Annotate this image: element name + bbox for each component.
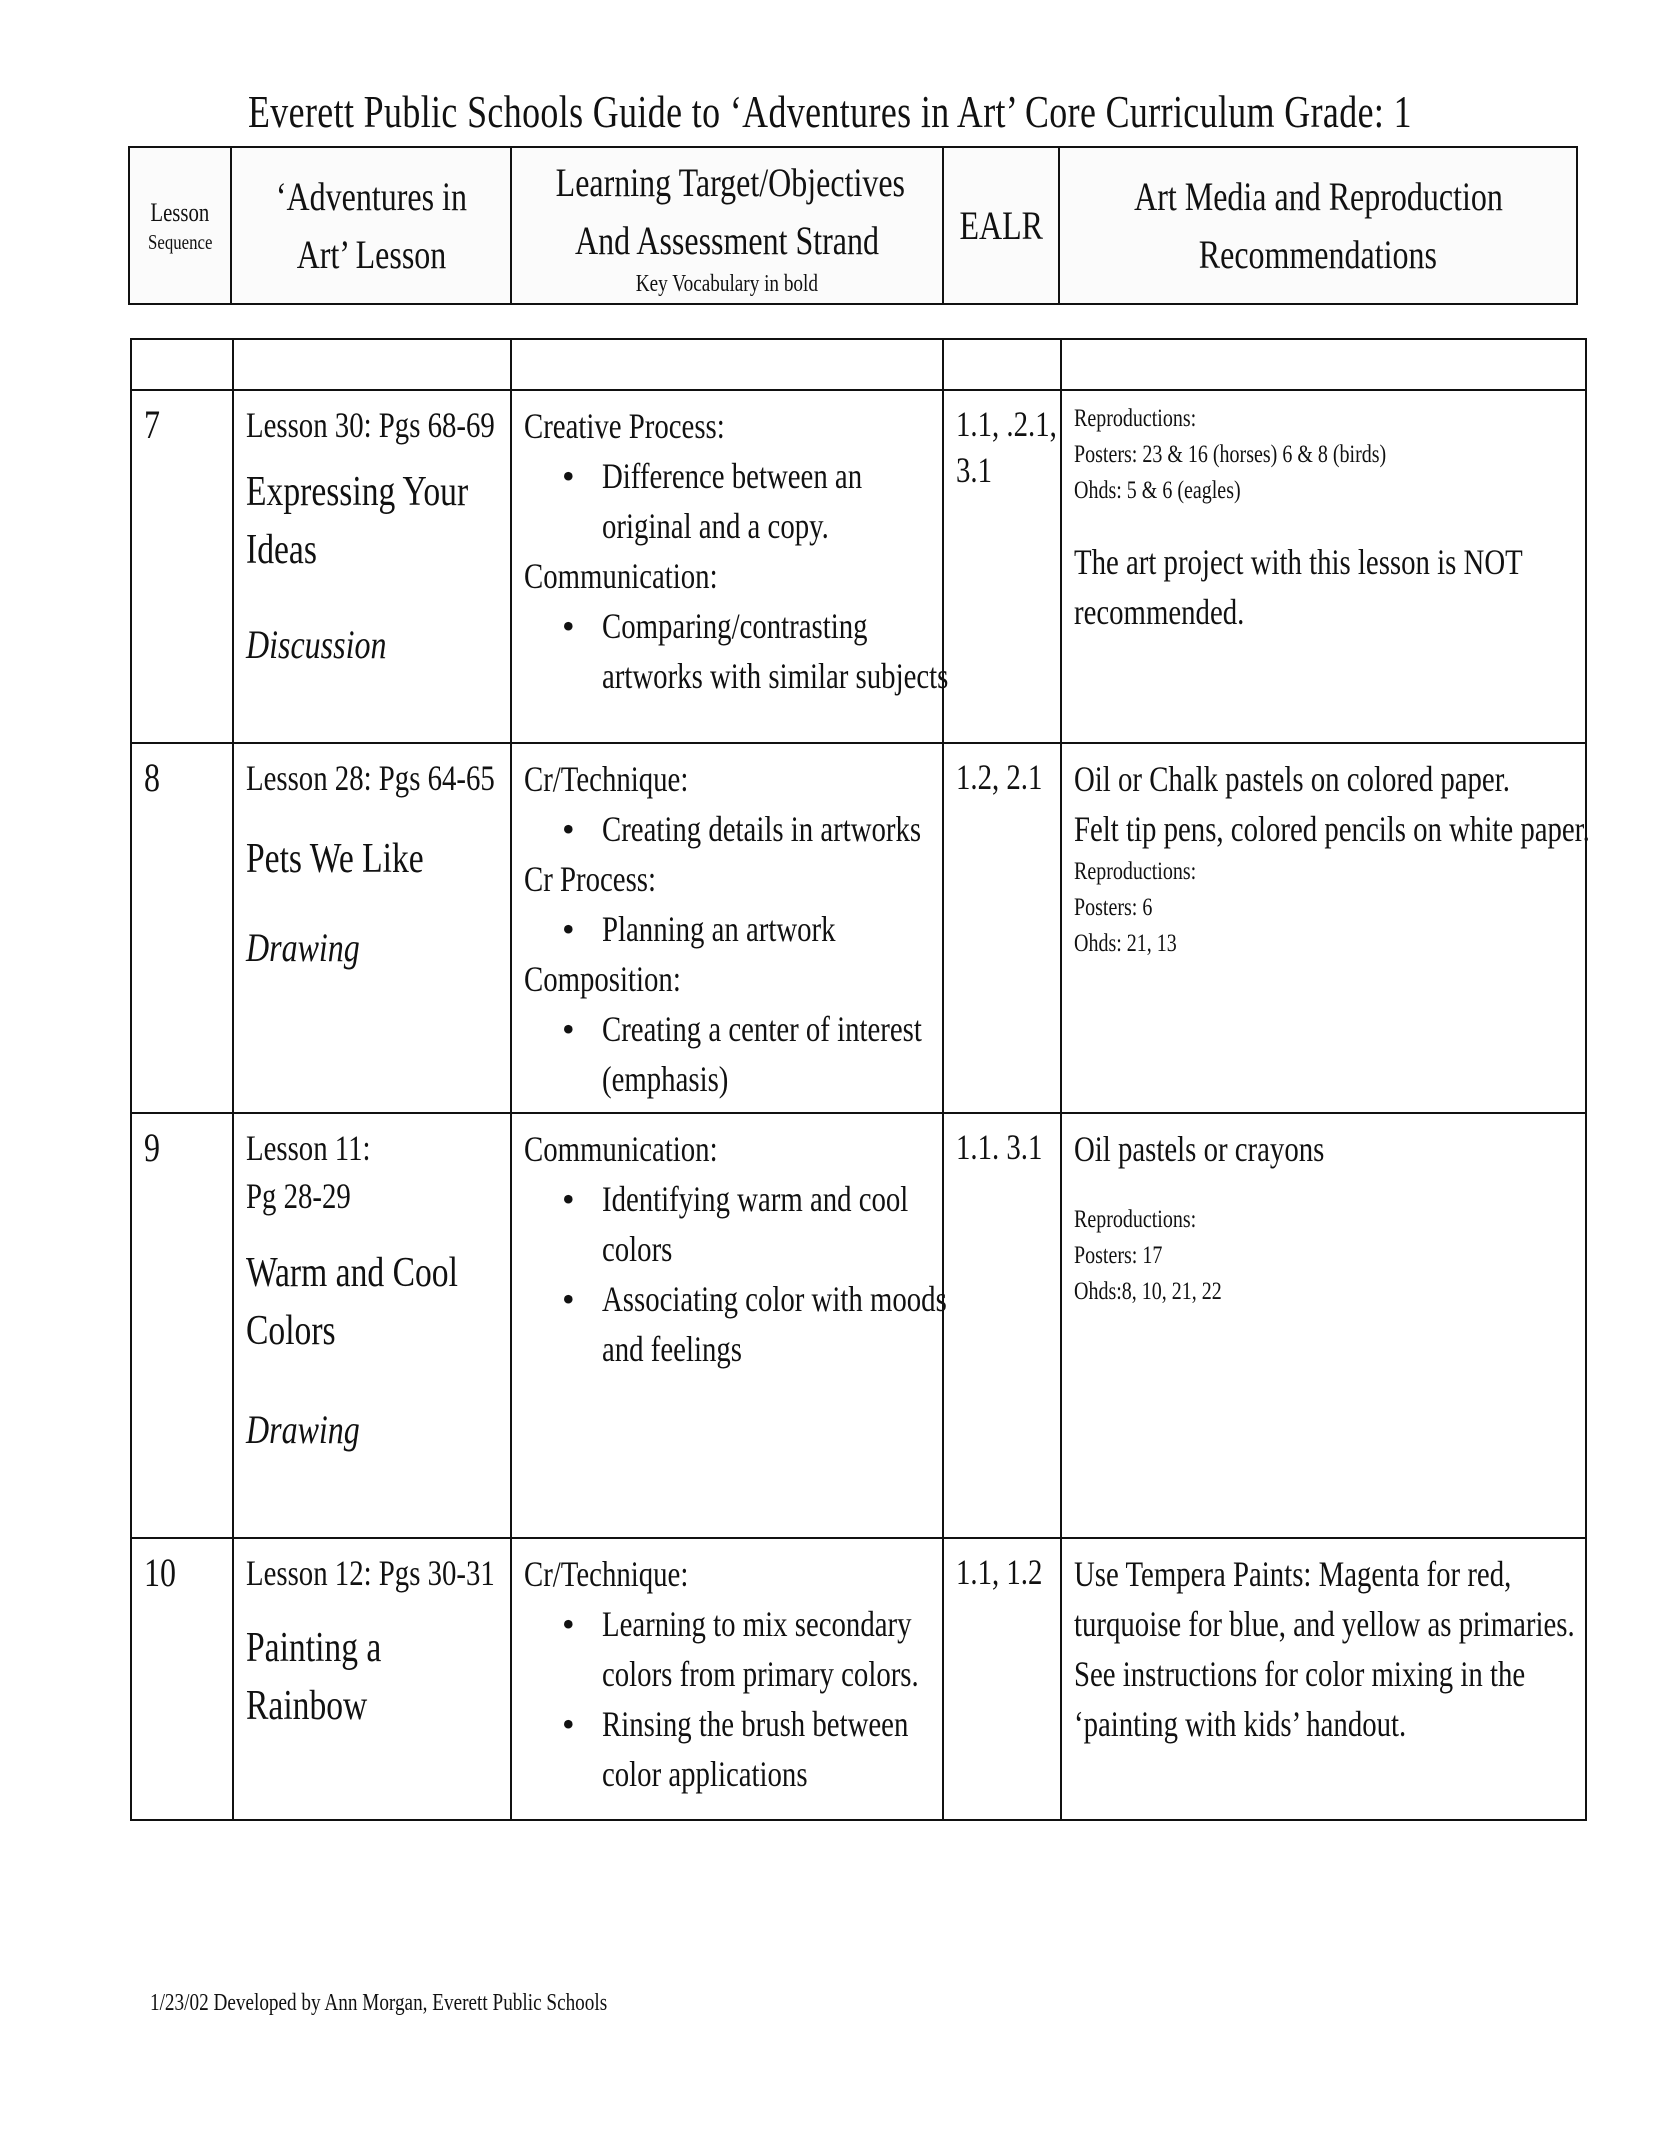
posters-text: Posters: 23 & 16 (horses) 6 & 8 (birds) xyxy=(1074,441,1387,468)
ealr-value: 1.2, 2.1 xyxy=(956,757,1043,797)
page-title: Everett Public Schools Guide to ‘Adventures in Art’ Core Curriculum Grade: 1 xyxy=(248,86,1412,137)
header-lesson xyxy=(231,147,511,304)
sequence-cell xyxy=(131,1538,233,1820)
lesson-ref: Lesson 30: Pgs 68-69 xyxy=(246,405,495,445)
blank-cell xyxy=(233,339,511,390)
strand-label: Creative Process: xyxy=(524,406,725,446)
ohds-text: Ohds: 21, 13 xyxy=(1074,930,1177,957)
bullet-text: Creating a center of interest xyxy=(602,1009,922,1049)
lesson-cell xyxy=(233,1113,511,1538)
bullet-item: • Creating details in artworks xyxy=(524,804,932,854)
ohds-text: Ohds: 5 & 6 (eagles) xyxy=(1074,477,1241,504)
bullet-text-cont: artworks with similar subjects xyxy=(602,656,949,696)
bullet-text: Associating color with moods xyxy=(602,1279,947,1319)
posters-text: Posters: 6 xyxy=(1074,894,1153,921)
lesson-name-cont: Ideas xyxy=(246,527,317,573)
header-lesson-line2: Art’ Lesson xyxy=(296,231,446,277)
ealr-value: 1.1. 3.1 xyxy=(956,1127,1043,1167)
ealr-value: 1.1, .2.1, xyxy=(956,404,1057,444)
bullet-text: Rinsing the brush between xyxy=(602,1704,909,1744)
header-sequence-label: Sequence xyxy=(147,229,213,254)
media-cell xyxy=(1061,743,1590,1113)
strand-label: Communication: xyxy=(524,1129,718,1169)
header-key-vocab: Key Vocabulary in bold xyxy=(635,270,819,297)
ealr-value: 1.1, 1.2 xyxy=(956,1552,1043,1592)
media-text: Oil pastels or crayons xyxy=(1074,1129,1325,1169)
media-text-cont: turquoise for blue, and yellow as primaries. xyxy=(1074,1604,1575,1644)
lesson-cell xyxy=(233,390,511,743)
lesson-name: Pets We Like xyxy=(246,836,424,882)
table-row-blank xyxy=(131,339,1586,390)
lesson-cell xyxy=(233,743,511,1113)
media-text: Oil or Chalk pastels on colored paper. xyxy=(1074,759,1510,799)
objectives-cell xyxy=(511,390,949,743)
media-cell xyxy=(1061,1113,1586,1538)
lesson-name: Warm and Cool xyxy=(246,1250,458,1296)
strand-label: Cr/Technique: xyxy=(524,1554,689,1594)
ealr-value-cont: 3.1 xyxy=(956,450,992,490)
media-cell xyxy=(1061,390,1586,743)
blank-cell xyxy=(1061,339,1586,390)
bullet-item: • Comparing/contrasting artworks with similar subjects xyxy=(524,601,932,701)
objectives-cell xyxy=(511,743,943,1113)
header-learning-target xyxy=(511,147,943,304)
sequence-number: 10 xyxy=(144,1550,176,1595)
bullet-text-cont: colors from primary colors. xyxy=(602,1654,919,1694)
ohds-text: Ohds:8, 10, 21, 22 xyxy=(1074,1278,1222,1305)
bullet-item: • Identifying warm and cool colors xyxy=(524,1174,932,1274)
sequence-cell xyxy=(131,1113,233,1538)
lesson-ref: Lesson 12: Pgs 30-31 xyxy=(246,1553,495,1593)
media-cell xyxy=(1061,1538,1586,1820)
ealr-cell xyxy=(943,743,1061,1113)
bullet-text: Creating details in artworks xyxy=(602,809,922,849)
sequence-cell xyxy=(131,390,233,743)
ealr-cell xyxy=(943,390,1061,743)
media-text: Use Tempera Paints: Magenta for red, xyxy=(1074,1554,1512,1594)
media-text-cont: Felt tip pens, colored pencils on white paper. xyxy=(1074,809,1590,849)
media-text-cont: See instructions for color mixing in the xyxy=(1074,1654,1526,1694)
header-ealr-label: EALR xyxy=(959,202,1043,248)
header-target-line2: And Assessment Strand xyxy=(575,217,879,263)
media-note-cont: recommended. xyxy=(1074,592,1245,632)
lesson-name: Painting a xyxy=(246,1625,382,1671)
bullet-text: Planning an artwork xyxy=(602,909,836,949)
bullet-item: • Planning an artwork xyxy=(524,904,932,954)
strand-label: Communication: xyxy=(524,556,718,596)
bullet-text: Identifying warm and cool xyxy=(602,1179,909,1219)
sequence-number: 7 xyxy=(144,402,160,447)
header-row xyxy=(129,147,1577,304)
lesson-type: Discussion xyxy=(246,622,387,667)
bullet-text-cont: original and a copy. xyxy=(602,506,829,546)
blank-cell xyxy=(131,339,233,390)
lesson-ref-cont: Pg 28-29 xyxy=(246,1176,351,1216)
footer-note: 1/23/02 Developed by Ann Morgan, Everett Public Schools xyxy=(150,1990,608,2016)
lesson-ref: Lesson 11: xyxy=(246,1128,371,1168)
bullet-text: Learning to mix secondary xyxy=(602,1604,912,1644)
bullet-text: Comparing/contrasting xyxy=(602,606,868,646)
header-art-media xyxy=(1059,147,1577,304)
reproductions-label: Reproductions: xyxy=(1074,858,1197,885)
header-lesson-line1: ‘Adventures in xyxy=(275,173,467,219)
bullet-item: • Creating a center of interest (emphasis) xyxy=(524,1004,932,1104)
media-text-cont: ‘painting with kids’ handout. xyxy=(1074,1704,1407,1744)
header-table xyxy=(128,146,1578,305)
lesson-name: Expressing Your xyxy=(246,469,469,515)
curriculum-table xyxy=(130,338,1590,1821)
header-lesson-sequence xyxy=(129,147,231,304)
bullet-text: Difference between an xyxy=(602,456,863,496)
header-media-line1: Art Media and Reproduction xyxy=(1133,173,1503,219)
reproductions-label: Reproductions: xyxy=(1074,1206,1197,1233)
sequence-number: 9 xyxy=(144,1125,160,1170)
blank-cell xyxy=(943,339,1061,390)
header-ealr xyxy=(943,147,1059,304)
objectives-cell xyxy=(511,1113,947,1538)
lesson-name-cont: Colors xyxy=(246,1308,336,1354)
bullet-item: • Rinsing the brush between color applications xyxy=(524,1699,932,1799)
bullet-item: • Learning to mix secondary colors from primary colors. xyxy=(524,1599,932,1699)
media-note: The art project with this lesson is NOT xyxy=(1074,542,1523,582)
sequence-cell xyxy=(131,743,233,1113)
table-row xyxy=(131,743,1586,1113)
bullet-text-cont: (emphasis) xyxy=(602,1059,729,1099)
lesson-ref: Lesson 28: Pgs 64-65 xyxy=(246,758,495,798)
bullet-text-cont: color applications xyxy=(602,1754,808,1794)
ealr-cell xyxy=(943,1113,1061,1538)
bullet-item: • Associating color with moods and feelings xyxy=(524,1274,932,1374)
strand-label: Composition: xyxy=(524,959,681,999)
table-row xyxy=(131,1538,1586,1820)
lesson-name-cont: Rainbow xyxy=(246,1683,368,1729)
lesson-type: Drawing xyxy=(246,925,360,970)
table-row xyxy=(131,1113,1586,1538)
bullet-item: • Difference between an original and a copy. xyxy=(524,451,932,551)
reproductions-label: Reproductions: xyxy=(1074,405,1197,432)
posters-text: Posters: 17 xyxy=(1074,1242,1163,1269)
blank-cell xyxy=(511,339,943,390)
objectives-cell xyxy=(511,1538,943,1820)
lesson-cell xyxy=(233,1538,511,1820)
header-target-line1: Learning Target/Objectives xyxy=(555,159,906,205)
strand-label: Cr/Technique: xyxy=(524,759,689,799)
strand-label: Cr Process: xyxy=(524,859,656,899)
header-lesson-label: Lesson xyxy=(150,197,210,227)
header-media-line2: Recommendations xyxy=(1198,231,1438,277)
table-row xyxy=(131,390,1586,743)
ealr-cell xyxy=(943,1538,1061,1820)
sequence-number: 8 xyxy=(144,755,160,800)
lesson-type: Drawing xyxy=(246,1407,360,1452)
bullet-text-cont: colors xyxy=(602,1229,673,1269)
bullet-text-cont: and feelings xyxy=(602,1329,742,1369)
